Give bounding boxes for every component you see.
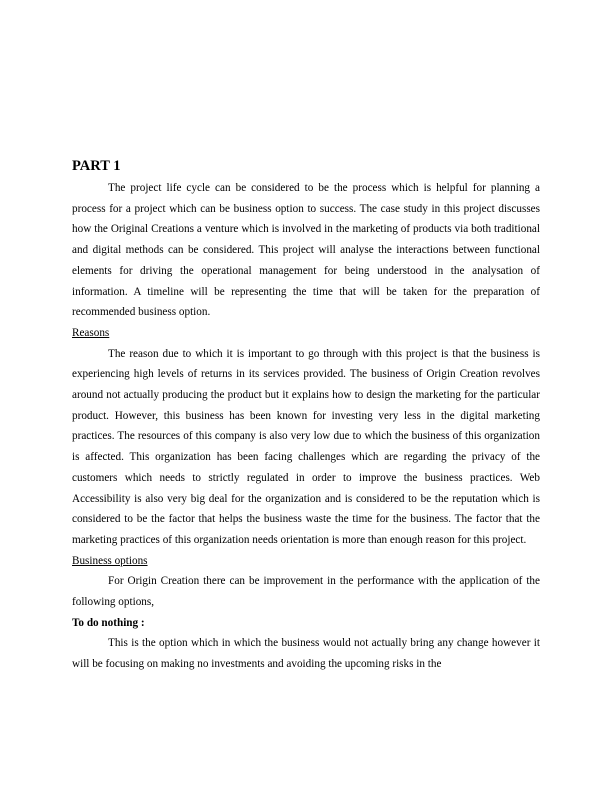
business-options-paragraph: For Origin Creation there can be improvement in the performance with the application of the following options, (72, 575, 540, 609)
do-nothing-paragraph: This is the option which in which the business would not actually bring any change however it will be focusing on making no investments and avoiding the upcoming risks in the (72, 637, 540, 671)
do-nothing-heading: To do nothing : (72, 616, 145, 629)
part-title: PART 1 (72, 158, 121, 174)
business-options-heading: Business options (72, 554, 148, 567)
reasons-heading: Reasons (72, 326, 110, 339)
page-content (72, 156, 540, 675)
intro-paragraph: The project life cycle can be considered to be the process which is helpful for planning a process for a project which can be business option to success. The case study in this project discusses how the Original Creations a venture which is involved in the marketing of products via both traditional and digital methods can be considered. This project will analyse the interactions between functional elements for driving the operational management for being understood in the analysation of information. A timeline will be representing the time that will be taken for the preparation of recommended business option. (72, 182, 540, 319)
reasons-paragraph: The reason due to which it is important to go through with this project is that the business is experiencing high levels of returns in its services provided. The business of Origin Creation revolves around not actually producing the product but it explains how to design the marketing for the particular product. However, this business has been known for investing very less in the digital marketing practices. The resources of this company is also very low due to which the business of this organization is affected. This organization has been facing challenges which are regarding the privacy of the customers which needs to strictly regulated in order to improve the business practices. Web Accessibility is also very big deal for the organization and is considered to be the reputation which is considered to be the factor that helps the business waste the time for the business. The factor that the marketing practices of this organization needs orientation is more than enough reason for this project. (72, 347, 540, 546)
